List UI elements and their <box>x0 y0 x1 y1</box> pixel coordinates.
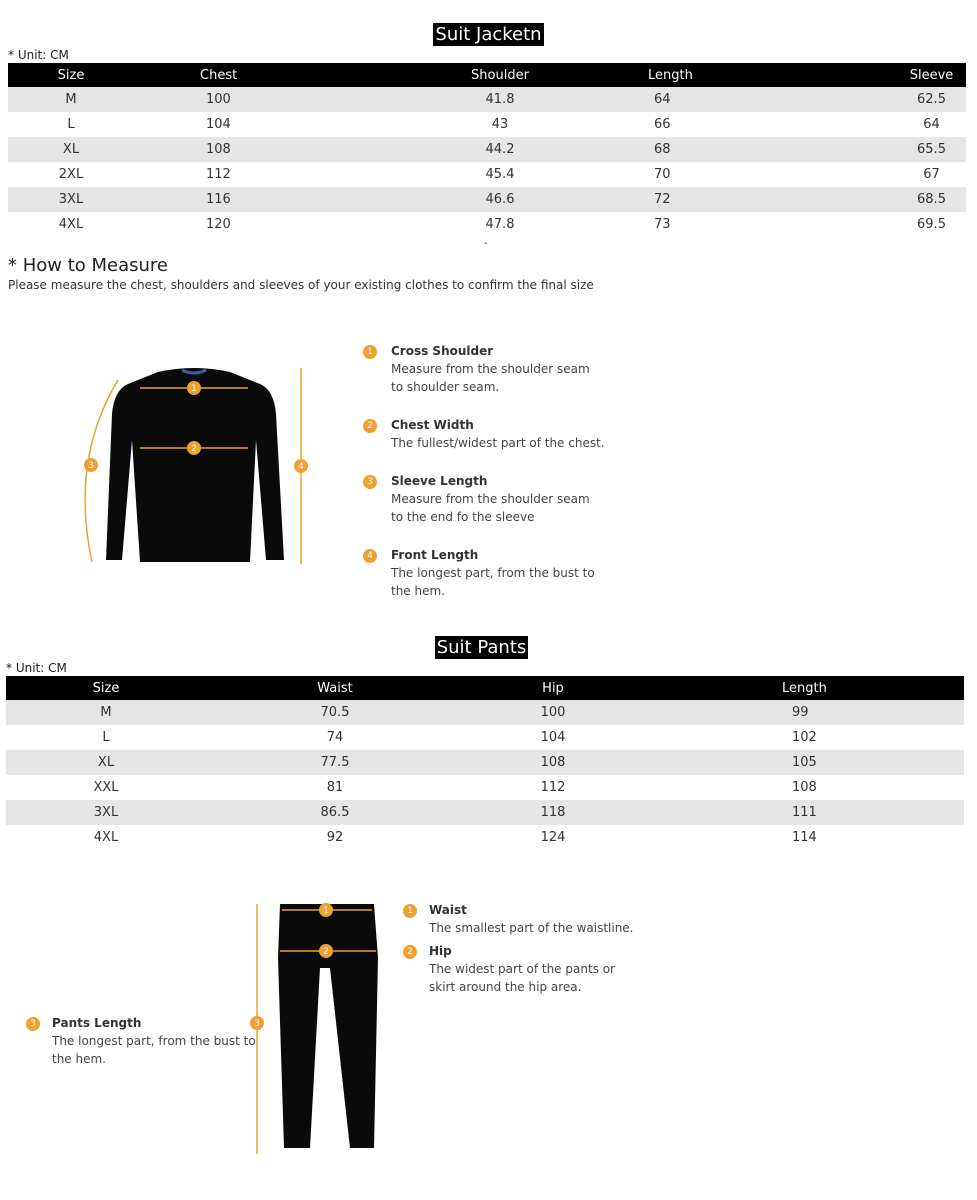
table-header-cell: Size <box>8 63 134 87</box>
table-cell: 77.5 <box>206 750 464 775</box>
marker-1-label: 1 <box>191 384 197 394</box>
table-cell: 46.6 <box>430 187 570 212</box>
table-cell: 2XL <box>58 167 84 182</box>
table-cell: 105 <box>642 750 964 775</box>
table-row <box>6 700 964 725</box>
table-cell: 108 <box>464 750 642 775</box>
table-header-row <box>8 63 966 87</box>
measure-item-front-length <box>363 546 595 600</box>
table-cell: L <box>67 117 75 132</box>
measure-item-head: Front Length <box>391 548 479 562</box>
table-cell: 86.5 <box>206 800 464 825</box>
jacket-unit: * Unit: CM <box>8 48 69 62</box>
measure-item-cross-shoulder <box>363 342 590 396</box>
table-row <box>8 112 966 137</box>
table-cell: 69.5 <box>917 217 946 232</box>
jacket-title-text: Suit Jacketn <box>435 24 542 45</box>
table-cell: 73 <box>654 217 671 232</box>
table-header-cell: Size <box>6 676 206 700</box>
measure-item-head: Chest Width <box>391 418 474 432</box>
table-cell: 108 <box>134 137 430 162</box>
table-cell: 68 <box>570 137 897 162</box>
how-to-measure-title: * How to Measure <box>8 255 169 276</box>
table-header-cell: Hip <box>464 676 642 700</box>
table-cell: 100 <box>464 700 642 725</box>
marker-4-label: 4 <box>298 462 304 472</box>
table-cell: 120 <box>206 217 231 232</box>
measure-item-body: Measure from the shoulder seam to the end fo the sleeve <box>391 492 590 524</box>
table-cell: M <box>8 87 134 112</box>
table-row <box>6 725 964 750</box>
sweater-silhouette <box>106 368 284 562</box>
table-header-cell: Sleeve <box>897 63 966 87</box>
table-cell: 4XL <box>58 217 84 232</box>
table-cell: 47.8 <box>485 217 515 232</box>
table-cell: 114 <box>792 830 817 845</box>
table-cell: 112 <box>540 780 566 795</box>
measure-item-head: Pants Length <box>52 1016 142 1030</box>
pants-unit: * Unit: CM <box>6 661 67 675</box>
number-badge: 2 <box>403 945 417 959</box>
measure-item-head: Cross Shoulder <box>391 344 494 358</box>
table-cell: 111 <box>642 800 964 825</box>
table-header-cell: Shoulder <box>430 63 570 87</box>
table-header-cell: Chest <box>134 63 430 87</box>
measure-item-chest-width <box>363 416 605 452</box>
table-header-cell: Length <box>642 676 964 700</box>
table-cell: 70 <box>654 167 671 182</box>
measure-item-body: The longest part, from the bust to the hem. <box>52 1034 256 1066</box>
how-to-measure-subtitle: Please measure the chest, shoulders and sleeves of your existing clothes to confirm the final size <box>8 278 594 292</box>
table-row <box>8 187 966 212</box>
table-cell: 100 <box>134 87 430 112</box>
table-header-row <box>6 676 964 700</box>
measure-item-body: The smallest part of the waistline. <box>429 921 634 935</box>
table-cell: L <box>102 730 110 745</box>
table-cell: 67 <box>923 167 940 182</box>
table-cell: 45.4 <box>485 167 515 182</box>
table-cell: M <box>6 700 206 725</box>
pants-item-waist <box>403 901 634 937</box>
pants-title <box>0 637 970 659</box>
table-header-cell: Length <box>570 63 897 87</box>
table-cell: 43 <box>491 117 509 132</box>
table-row <box>6 825 964 850</box>
table-header-cell: Waist <box>206 676 464 700</box>
table-cell: 74 <box>326 730 344 745</box>
pants-silhouette <box>278 904 378 1148</box>
table-cell: 70.5 <box>206 700 464 725</box>
table-row <box>8 87 966 112</box>
pants-diagram <box>240 898 390 1160</box>
table-cell: 44.2 <box>430 137 570 162</box>
table-row <box>6 800 964 825</box>
table-cell: 64 <box>570 87 897 112</box>
measure-item-body: The fullest/widest part of the chest. <box>391 436 605 450</box>
table-row <box>6 775 964 800</box>
table-cell: XL <box>8 137 134 162</box>
table-cell: 3XL <box>6 800 206 825</box>
marker-2-label: 2 <box>191 444 197 454</box>
table-row <box>6 750 964 775</box>
number-badge: 2 <box>363 419 377 433</box>
number-badge: 1 <box>363 345 377 359</box>
table-cell: 66 <box>654 117 671 132</box>
measure-item-head: Waist <box>429 903 467 917</box>
table-cell: XL <box>6 750 206 775</box>
table-cell: 81 <box>326 780 344 795</box>
table-cell: 104 <box>206 117 231 132</box>
measure-item-body: The longest part, from the bust to the hem. <box>391 566 595 598</box>
marker-2-label: 2 <box>323 947 329 957</box>
marker-3-label: 3 <box>254 1019 260 1029</box>
pants-item-length <box>26 1014 256 1068</box>
table-cell: 72 <box>570 187 897 212</box>
table-cell: 64 <box>923 117 940 132</box>
pants-item-hip <box>403 942 615 996</box>
table-cell: 92 <box>326 830 344 845</box>
table-cell: 62.5 <box>897 87 966 112</box>
table-cell: XXL <box>93 780 119 795</box>
measure-item-body: The widest part of the pants or skirt around the hip area. <box>429 962 615 994</box>
number-badge: 3 <box>26 1017 40 1031</box>
marker-1-label: 1 <box>323 906 329 916</box>
table-cell: 3XL <box>8 187 134 212</box>
jacket-title <box>0 24 977 46</box>
table-row <box>8 162 966 187</box>
table-cell: 116 <box>134 187 430 212</box>
table-cell: 118 <box>464 800 642 825</box>
table-cell: 112 <box>206 167 231 182</box>
number-badge: 1 <box>403 904 417 918</box>
measure-item-head: Sleeve Length <box>391 474 488 488</box>
pants-title-text: Suit Pants <box>436 637 527 658</box>
number-badge: 4 <box>363 549 377 563</box>
pants-size-table <box>6 676 964 850</box>
table-cell: 104 <box>540 730 566 745</box>
stray-dash: - <box>484 238 488 249</box>
sweater-diagram <box>70 360 330 580</box>
marker-3-label: 3 <box>88 461 94 471</box>
table-row <box>8 212 966 237</box>
measure-item-head: Hip <box>429 944 452 958</box>
number-badge: 3 <box>363 475 377 489</box>
table-cell: 68.5 <box>897 187 966 212</box>
table-cell: 108 <box>792 780 817 795</box>
jacket-size-table <box>8 63 966 237</box>
table-cell: 99 <box>642 700 964 725</box>
table-row <box>8 137 966 162</box>
table-cell: 4XL <box>93 830 119 845</box>
measure-item-sleeve-length <box>363 472 590 526</box>
table-cell: 41.8 <box>430 87 570 112</box>
measure-item-body: Measure from the shoulder seam to shoulder seam. <box>391 362 590 394</box>
table-cell: 102 <box>792 730 817 745</box>
table-cell: 65.5 <box>897 137 966 162</box>
table-cell: 124 <box>540 830 566 845</box>
